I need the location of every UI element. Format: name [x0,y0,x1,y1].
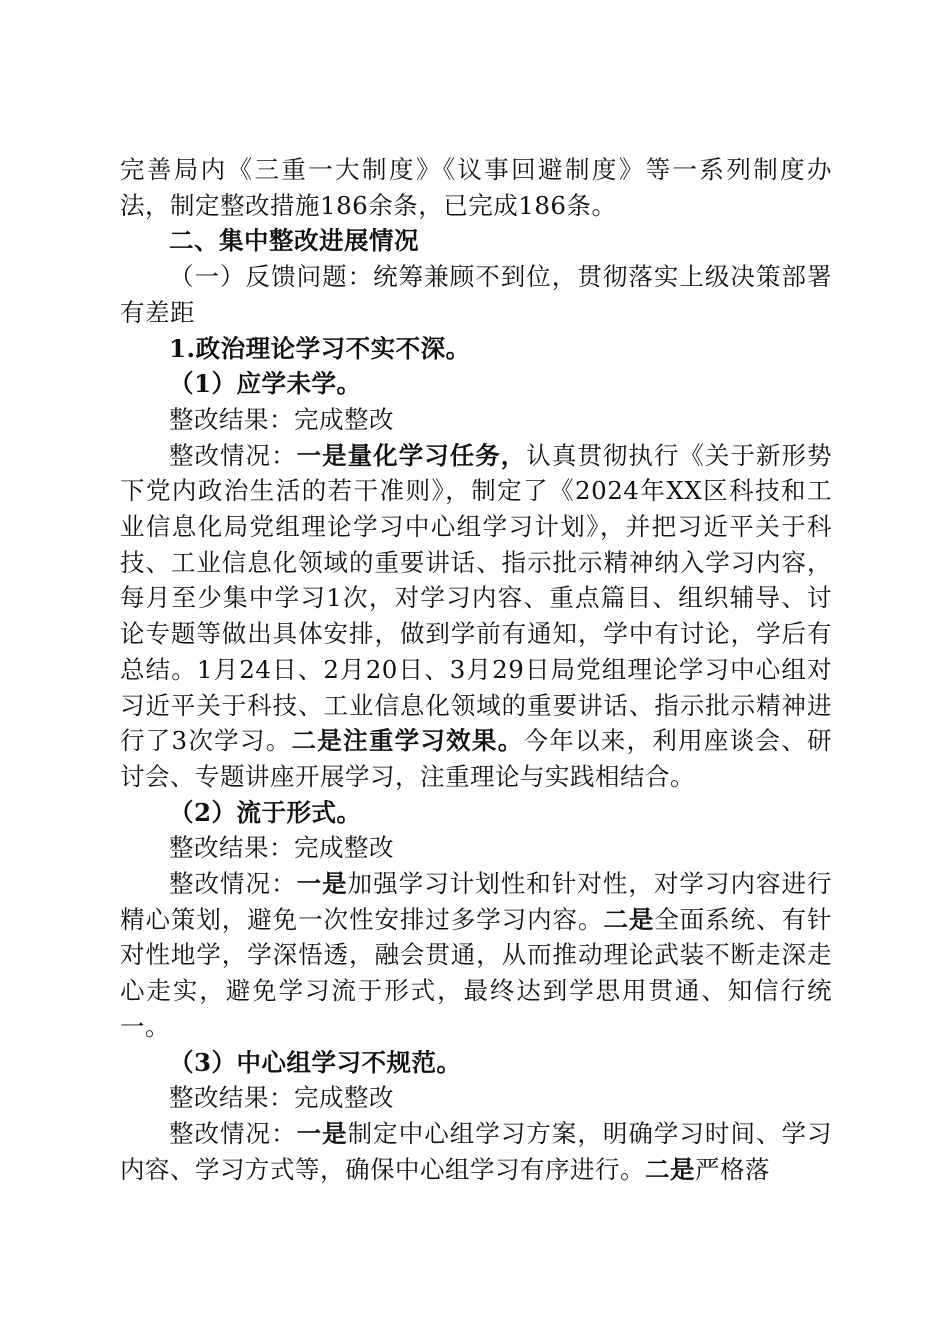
rectification-result-2: 整改结果：完成整改 [169,833,394,863]
rectification-result-1: 整改结果：完成整改 [169,404,394,434]
detail-bold-2: 二是 [645,1154,695,1184]
detail-bold-2: 二是注重学习效果。 [291,726,524,756]
subitem-heading-2: （2）流于形式。 [169,797,362,827]
subsection-heading: （一）反馈问题：统筹兼顾不到位，贯彻落实上级决策部署有差距 [120,262,832,327]
detail-text-1: 制定中心组学习方案，明确学习时间、学习内容、学习方式等，确保中心组学习有序进行。 [120,1118,833,1184]
rectification-detail-3 [120,1116,832,1187]
rectification-detail-2 [120,866,832,1045]
item-heading: 1.政治理论学习不实不深。 [169,333,471,363]
detail-lead: 整改情况： [169,440,297,470]
detail-text-1: 认真贯彻执行《关于新形势下党内政治生活的若干准则》，制定了《2024年XX区科技和工业信息化局党组理论学习中心组学习计划》，并把习近平关于科技、工业信息化领域的重要讲话、指示批示精神纳入学习内容，每月至少集中学习1次，对学习内容、重点篇目、组织辅导、讨论专题等做出具体安排，做到学前有通知，学中有讨论，学后有总结。1月24日、2月20日、3月29日局党组理论学习中心组对习近平关于科技、工业信息化领域的重要讲话、指示批示精神进行了3次学习。 [120,440,833,756]
rectification-detail-1 [120,438,832,795]
detail-bold-1: 一是 [296,869,348,899]
detail-bold-2: 二是 [603,904,655,934]
detail-bold-1: 一是 [296,1118,348,1148]
detail-text-2: 严格落 [695,1154,770,1184]
document-body [120,152,832,1187]
detail-lead: 整改情况： [169,869,297,899]
section-heading: 二、集中整改进展情况 [169,226,419,256]
detail-text-2: 今年以来，利用座谈会、研讨会、专题讲座开展学习，注重理论与实践相结合。 [120,726,833,791]
detail-text-1: 加强学习计划性和针对性，对学习内容进行精心策划，避免一次性安排过多学习内容。 [120,869,833,934]
detail-bold-1: 一是量化学习任务， [296,440,527,470]
subitem-heading-3: （3）中心组学习不规范。 [169,1047,462,1077]
subitem-heading-1: （1）应学未学。 [169,369,362,399]
paragraph-intro: 完善局内《三重一大制度》《议事回避制度》等一系列制度办法，制定整改措施186余条，已完成186条。 [120,155,832,220]
rectification-result-3: 整改结果：完成整改 [169,1083,394,1113]
detail-text-2: 全面系统、有针对性地学，学深悟透，融会贯通，从而推动理论武装不断走深走心走实，避免学习流于形式，最终达到学思用贯通、知信行统一。 [120,904,833,1041]
detail-lead: 整改情况： [169,1118,297,1148]
